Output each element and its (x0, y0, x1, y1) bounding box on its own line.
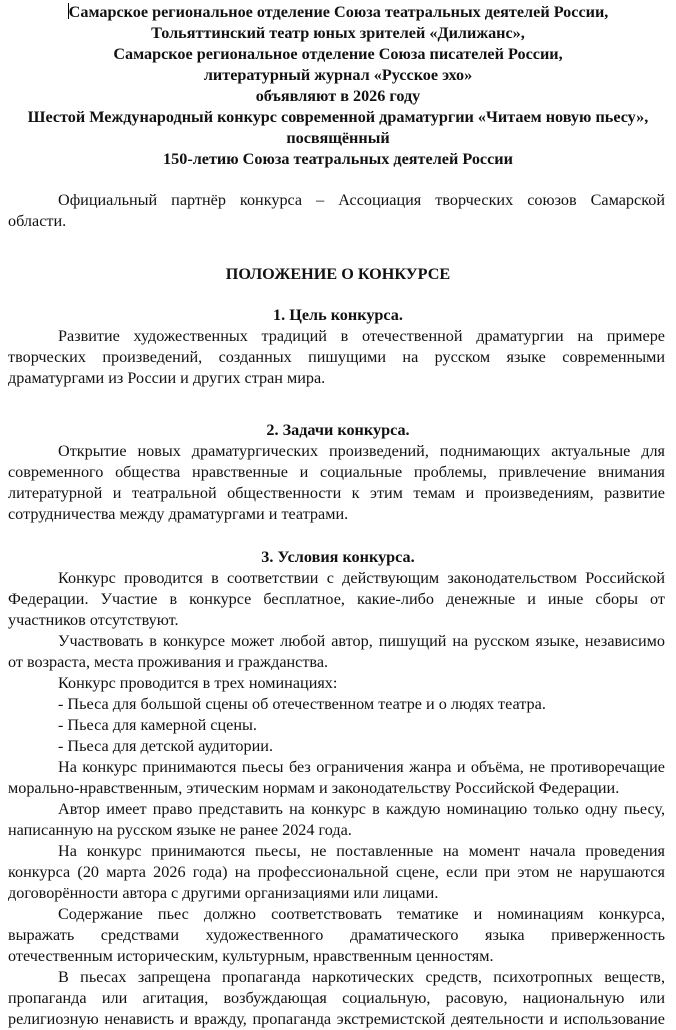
section-1-line: Развитие художественных традиций в отечественной драматургии на примере (58, 327, 665, 345)
section-3-line: выражать средствами художественного драматического языка приверженность (8, 926, 665, 944)
section-2-line: литературной и театральной общественности к этим темам и произведениям, развитие (8, 484, 665, 502)
section-3-line: Федерации. Участие в конкурсе бесплатное, какие-либо денежные и иные сборы от (8, 590, 665, 608)
section-3-line: Участвовать в конкурсе может любой автор, пишущий на русском языке, независимо (58, 632, 665, 650)
nomination-item: - Пьеса для камерной сцены. (58, 716, 257, 734)
header-line-2: Тольяттинский театр юных зрителей «Дилижанс», (151, 24, 525, 42)
section-3-line: религиозную ненависть и вражду, пропаганда экстремистской деятельности и использование (8, 1010, 665, 1028)
nominations-intro: Конкурс проводится в трех номинациях: (58, 674, 338, 692)
section-3-line: морально-нравственным, этическим нормам и законодательству Российской Федерации. (8, 779, 620, 797)
header-line-1: Самарское региональное отделение Союза театральных деятелей России, (68, 3, 609, 21)
header-line-7: посвящённый (286, 129, 390, 147)
section-1-line: драматургами из России и других стран мира. (8, 369, 326, 387)
section-3-line: договорённости автора с другими организациями или лицами. (8, 884, 439, 902)
partner-line-1: Официальный партнёр конкурса – Ассоциация творческих союзов Самарской (58, 191, 665, 209)
section-3-line: Содержание пьес должно соответствовать тематике и номинациям конкурса, (58, 905, 665, 923)
section-3-line: В пьесах запрещена пропаганда наркотических средств, психотропных веществ, (58, 968, 665, 986)
section-2-title: 2. Задачи конкурса. (266, 421, 410, 439)
section-3-line: отечественным историческим, культурным, нравственным ценностям. (8, 947, 494, 965)
section-3-title: 3. Условия конкурса. (261, 548, 415, 566)
section-1-title: 1. Цель конкурса. (273, 306, 403, 324)
section-3-line: участников отсутствуют. (8, 611, 179, 629)
section-3-line: Автор имеет право представить на конкурс в каждую номинацию только одну пьесу, (58, 800, 665, 818)
section-3-line: конкурса (20 марта 2026 года) на профессиональной сцене, если при этом не нарушаются (8, 863, 665, 881)
section-3-line: написанную на русском языке не ранее 2024 года. (8, 821, 352, 839)
section-2-line: Открытие новых драматургических произведений, поднимающих актуальные для (58, 442, 665, 460)
header-line-8: 150-летию Союза театральных деятелей России (163, 150, 513, 168)
section-2-line: современного общества нравственные и социальные проблемы, привлечение внимания (8, 463, 665, 481)
partner-line-2: области. (8, 212, 67, 230)
section-1-line: творческих произведений, созданных пишущими на русском языке современными (8, 348, 665, 366)
section-3-line: На конкурс принимаются пьесы без ограничения жанра и объёма, не противоречащие (58, 758, 665, 776)
header-line-5: объявляют в 2026 году (255, 87, 421, 105)
nomination-item: - Пьеса для детской аудитории. (58, 737, 273, 755)
nomination-item: - Пьеса для большой сцены об отечественном театре и о людях театра. (58, 695, 546, 713)
header-line-6: Шестой Международный конкурс современной драматургии «Читаем новую пьесу», (27, 108, 649, 126)
section-3-line: пропаганда или агитация, возбуждающая социальную, расовую, национальную или (8, 989, 665, 1007)
section-3-line: от возраста, места проживания и гражданства. (8, 653, 329, 671)
section-2-line: сотрудничества между драматургами и театрами. (8, 505, 349, 523)
regulation-title: ПОЛОЖЕНИЕ О КОНКУРСЕ (225, 265, 451, 283)
header-line-3: Самарское региональное отделение Союза писателей России, (113, 45, 563, 63)
section-3-line: На конкурс принимаются пьесы, не поставленные на момент начала проведения (58, 842, 665, 860)
section-3-line: Конкурс проводится в соответствии с действующим законодательством Российской (58, 569, 665, 587)
header-line-4: литературный журнал «Русское эхо» (203, 66, 473, 84)
